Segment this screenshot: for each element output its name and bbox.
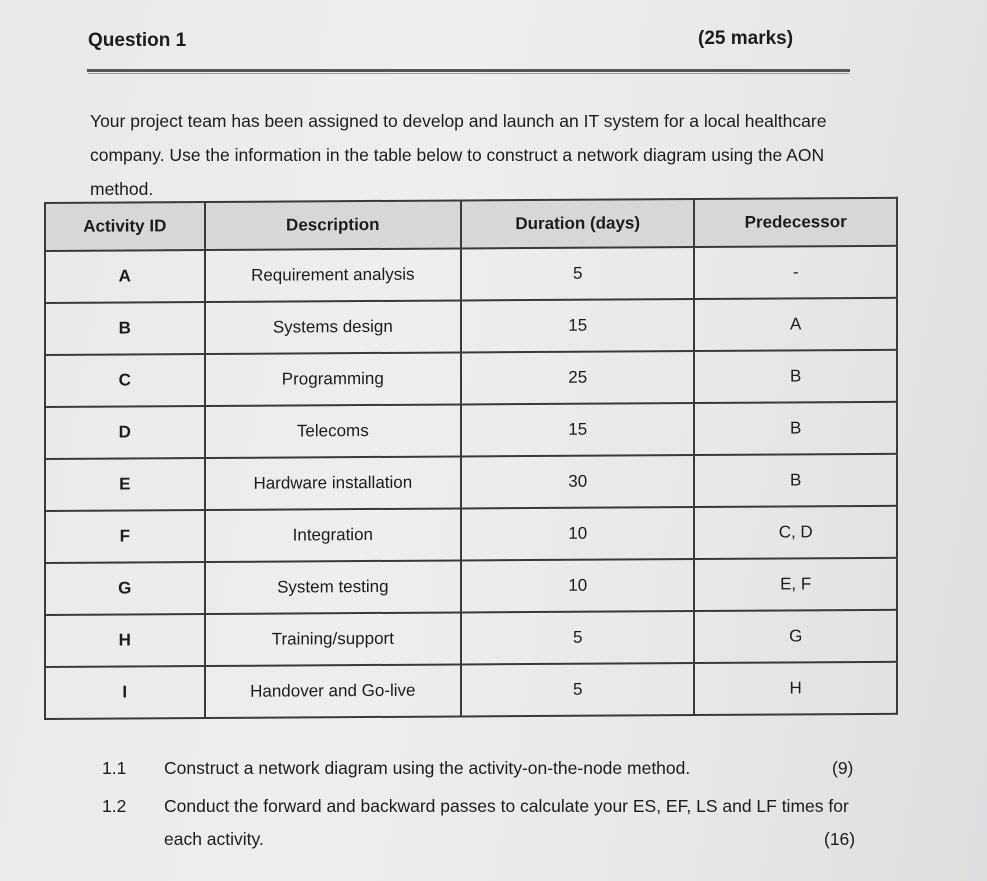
subquestion-text: Conduct the forward and backward passes to calculate your ES, EF, LS and LF times for each activity.: [164, 796, 849, 849]
subquestion-1-2: [102, 790, 862, 860]
activity-duration: 5: [461, 663, 694, 716]
activity-description: System testing: [205, 560, 461, 614]
table-row: [45, 246, 897, 303]
subquestion-text: Construct a network diagram using the activity-on-the-node method.: [164, 758, 691, 778]
activity-description: Handover and Go-live: [205, 664, 461, 718]
subquestion-marks: (9): [832, 758, 854, 778]
activity-description: Programming: [205, 352, 461, 406]
activity-id: B: [45, 302, 205, 355]
activity-id: E: [45, 458, 205, 511]
activity-description: Requirement analysis: [205, 248, 461, 302]
header-predecessor: Predecessor: [694, 198, 897, 247]
question-marks: (25 marks): [698, 28, 794, 49]
table-row: [45, 402, 897, 459]
activity-id: H: [45, 614, 205, 667]
activity-predecessor: -: [694, 246, 897, 299]
table-row: [45, 506, 897, 563]
activity-description: Telecoms: [205, 404, 461, 458]
activity-table: [44, 197, 898, 720]
question-title: Question 1: [88, 30, 187, 51]
table-row: [45, 454, 897, 511]
activity-id: F: [45, 510, 205, 563]
activity-id: C: [45, 354, 205, 407]
subquestion-number: 1.2: [102, 796, 127, 816]
activity-duration: 25: [461, 351, 694, 404]
table-row: [45, 662, 897, 719]
activity-description: Integration: [205, 508, 461, 562]
activity-predecessor: G: [694, 610, 897, 663]
header-activity-id: Activity ID: [45, 202, 205, 251]
table-row: [45, 610, 897, 667]
activity-description: Systems design: [205, 300, 461, 354]
activity-predecessor: B: [694, 454, 897, 507]
subquestion-marks: (16): [824, 829, 856, 849]
activity-id: D: [45, 406, 205, 459]
activity-duration: 5: [461, 611, 694, 664]
activity-predecessor: C, D: [694, 506, 897, 559]
table-header-row: [45, 198, 897, 251]
header-description: Description: [205, 200, 461, 250]
activity-duration: 15: [461, 299, 694, 352]
activity-duration: 10: [461, 559, 694, 612]
activity-predecessor: H: [694, 662, 897, 715]
activity-id: G: [45, 562, 205, 615]
activity-id: A: [45, 250, 205, 303]
activity-duration: 30: [461, 455, 694, 508]
header-divider: [87, 69, 850, 72]
activity-duration: 10: [461, 507, 694, 560]
activity-predecessor: B: [694, 350, 897, 403]
activity-predecessor: A: [694, 298, 897, 351]
subquestion-1-1: [102, 752, 862, 786]
table-row: [45, 558, 897, 615]
activity-duration: 15: [461, 403, 694, 456]
activity-id: I: [45, 666, 205, 719]
activity-duration: 5: [461, 247, 694, 300]
header-duration: Duration (days): [461, 199, 694, 248]
activity-predecessor: B: [694, 402, 897, 455]
question-intro: Your project team has been assigned to develop and launch an IT system for a local healthcare company. Use the information in the table below to construct a network diagram using the AON method.: [90, 111, 827, 199]
subquestion-number: 1.1: [102, 758, 127, 778]
activity-description: Hardware installation: [205, 456, 461, 510]
table-row: [45, 298, 897, 355]
activity-predecessor: E, F: [694, 558, 897, 611]
activity-description: Training/support: [205, 612, 461, 666]
table-row: [45, 350, 897, 407]
